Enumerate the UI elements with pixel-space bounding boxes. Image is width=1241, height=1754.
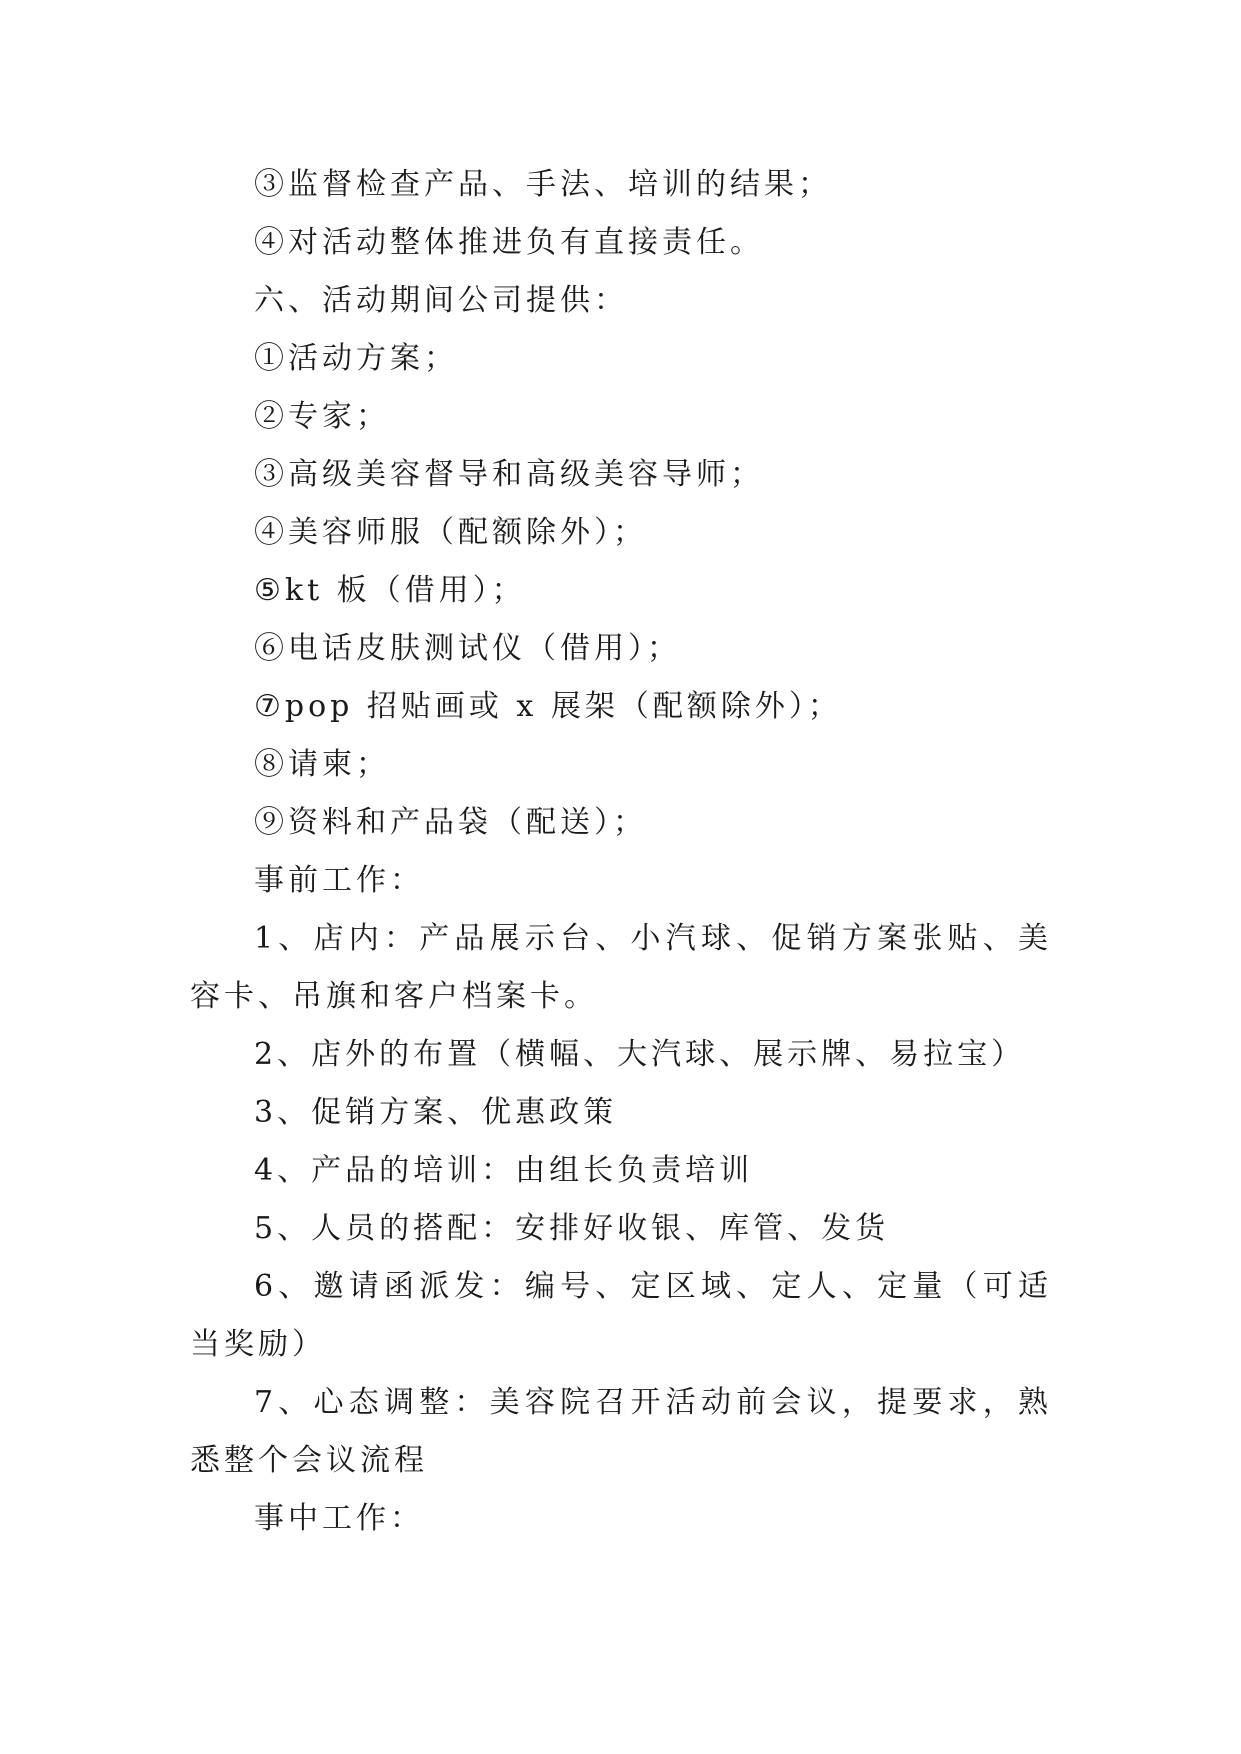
paragraph: 4、产品的培训：由组长负责培训: [254, 1153, 754, 1188]
paragraph: ④对活动整体推进负有直接责任。: [254, 225, 764, 260]
paragraph: ②专家；: [254, 399, 390, 434]
paragraph: 7、心态调整：美容院召开活动前会议，提要求，熟悉整个会议流程: [190, 1385, 1052, 1478]
paragraph: ③监督检查产品、手法、培训的结果；: [254, 167, 832, 202]
paragraph: 3、促销方案、优惠政策: [254, 1095, 618, 1130]
paragraph: ⑤kt 板（借用）；: [254, 573, 526, 608]
paragraph: 6、邀请函派发：编号、定区域、定人、定量（可适当奖励）: [190, 1269, 1052, 1362]
paragraph: ⑥电话皮肤测试仪（借用）；: [254, 631, 681, 666]
paragraph: ⑧请柬；: [254, 747, 390, 782]
paragraph: 2、店外的布置（横幅、大汽球、展示牌、易拉宝）: [254, 1037, 1026, 1072]
paragraph: 六、活动期间公司提供：: [254, 283, 628, 318]
paragraph: ①活动方案；: [254, 341, 458, 376]
paragraph: ③高级美容督导和高级美容导师；: [254, 457, 764, 492]
paragraph: 事中工作：: [254, 1501, 424, 1536]
paragraph: ④美容师服（配额除外）；: [254, 515, 647, 550]
paragraph: ⑦pop 招贴画或 x 展架（配额除外）；: [254, 689, 842, 724]
paragraph: 5、人员的搭配：安排好收银、库管、发货: [254, 1211, 890, 1246]
document-body: [190, 156, 1052, 1548]
paragraph: 1、店内：产品展示台、小汽球、促销方案张贴、美容卡、吊旗和客户档案卡。: [190, 921, 1052, 1014]
paragraph: 事前工作：: [254, 863, 424, 898]
paragraph: ⑨资料和产品袋（配送）；: [254, 805, 647, 840]
